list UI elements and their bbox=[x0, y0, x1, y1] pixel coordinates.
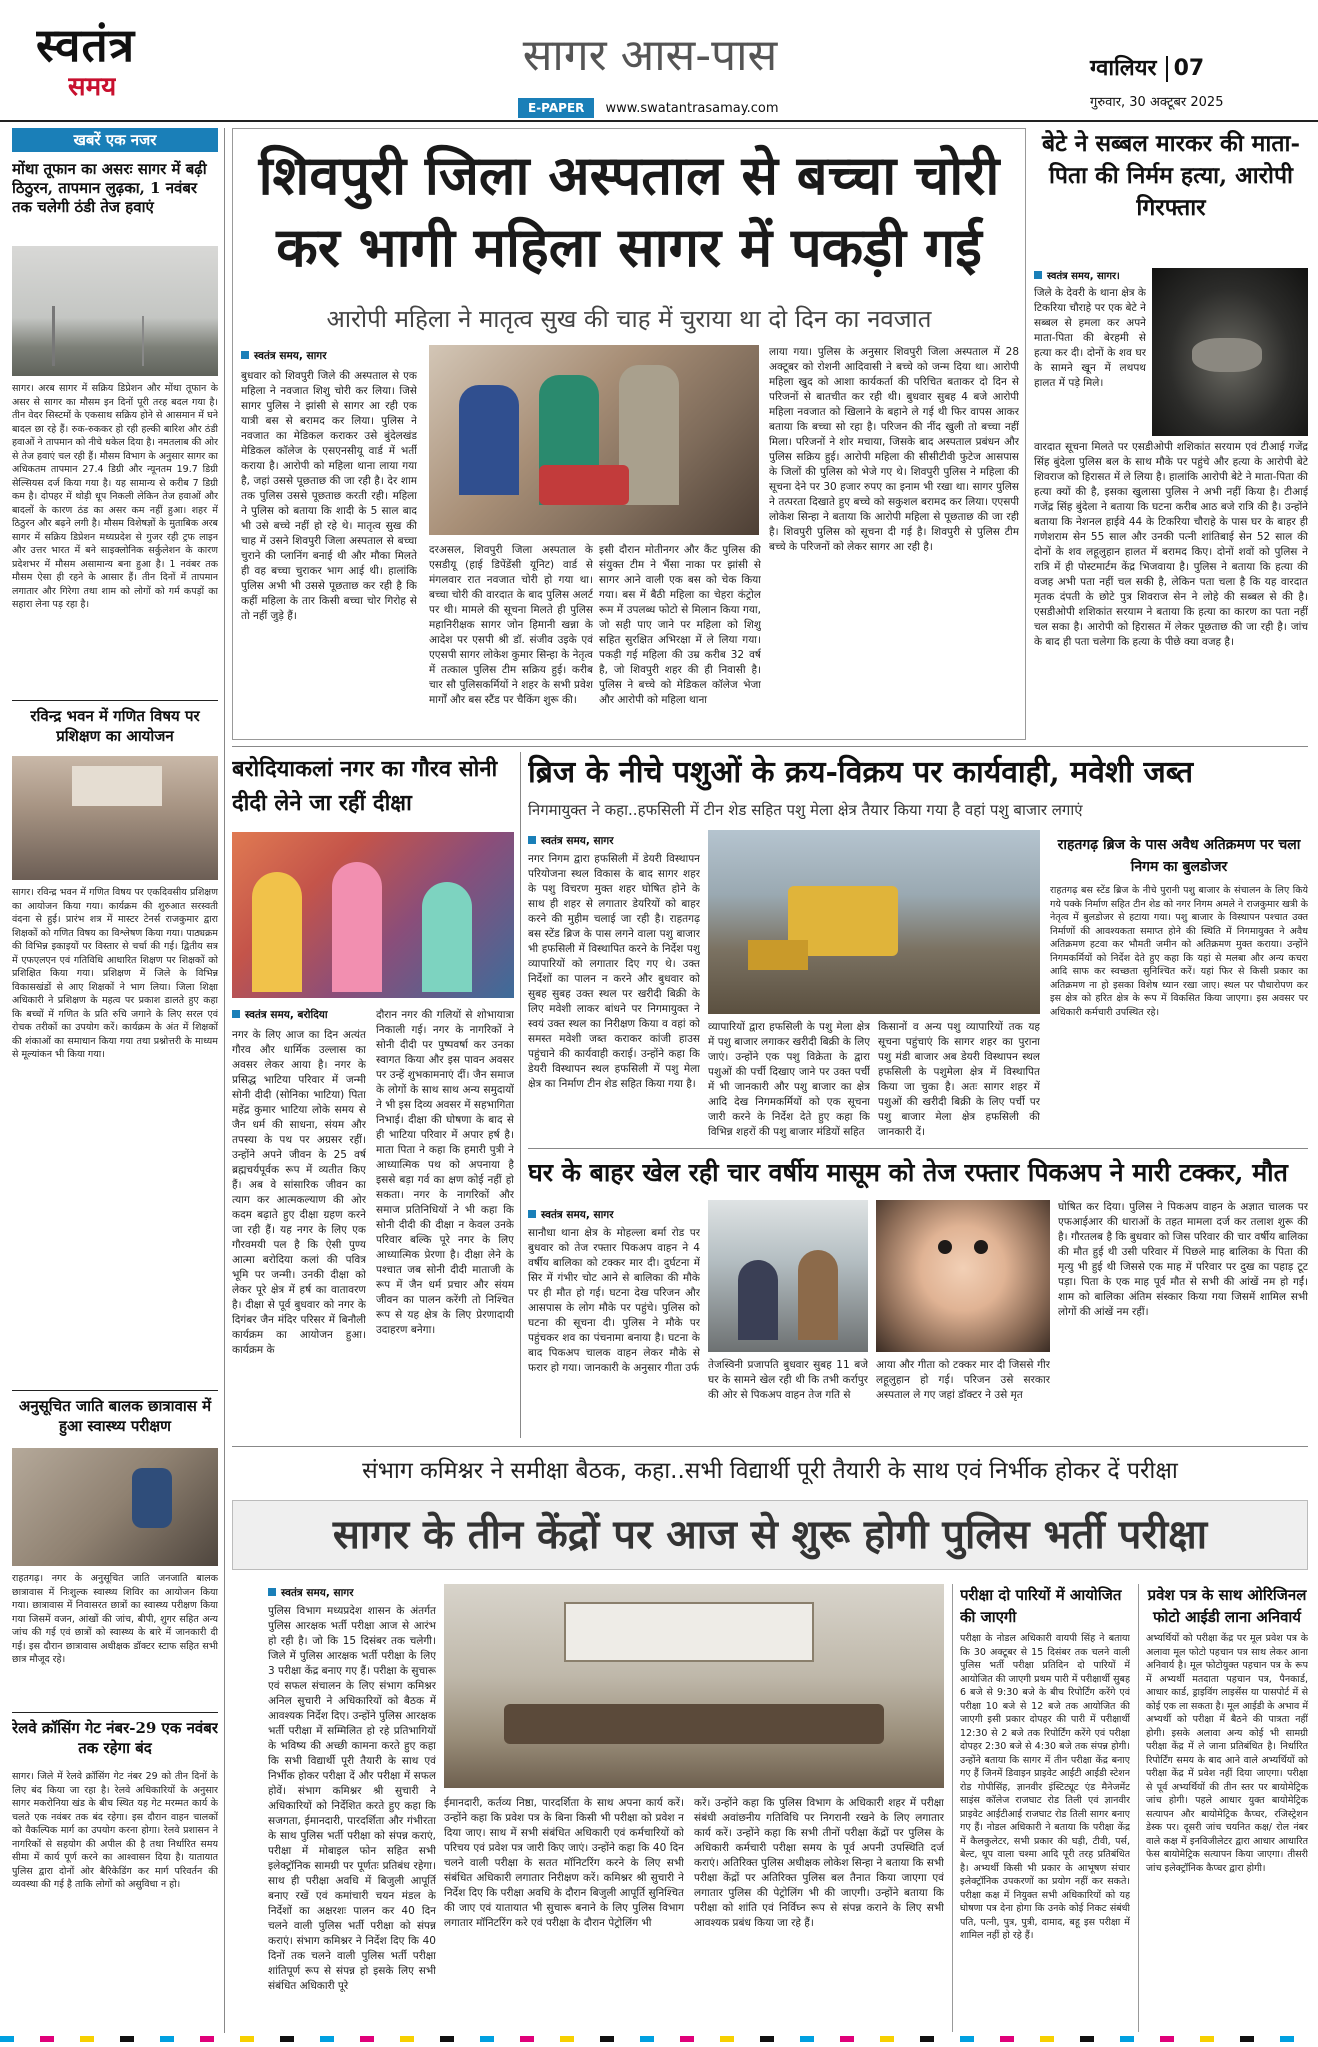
left-column bbox=[12, 128, 218, 2033]
id-proof-subhead: प्रवेश पत्र के साथ ओरिजिनल फोटो आईडी लाना अनिवार्य bbox=[1147, 1586, 1307, 1626]
top-block-rule bbox=[232, 746, 1308, 747]
accident-col-3: आया और गीता को टक्कर मार दी जिससे गीर लहूलुहान हो गई। परिजन उसे सरकार अस्पताल ले गए जहां डॉक्टर ने उसे मृत bbox=[876, 1359, 1050, 1401]
edition-city: ग्वालियर bbox=[1090, 56, 1157, 81]
brief-divider-3 bbox=[12, 1712, 218, 1713]
deeksha-byline: स्वतंत्र समय, बरोदिया bbox=[232, 1008, 328, 1022]
lead-headline: शिवपुरी जिला अस्पताल से बच्चा चोरी कर भागी महिला सागर में पकड़ी गई bbox=[258, 143, 1000, 279]
issue-date: गुरुवार, 30 अक्टूबर 2025 bbox=[1090, 95, 1224, 110]
police-headline: सागर के तीन केंद्रों पर आज से शुरू होगी पुलिस भर्ती परीक्षा bbox=[232, 1500, 1308, 1570]
police-story bbox=[232, 1500, 1308, 2034]
edition-box bbox=[1090, 54, 1300, 120]
brief-divider-1 bbox=[12, 700, 218, 701]
page-number: 07 bbox=[1166, 56, 1205, 82]
accident-col-4: घोषित कर दिया। पुलिस ने पिकअप वाहन के अज्ञात चालक पर एफआईआर की धाराओं के तहत मामला दर्ज कर तलाश शुरू की है। गौरतलब है कि बुधवार को जिस परिवार की चार वर्षीय बालिका की मौत हुई थी उसी परिवार में पिछले माह बालिका के पिता की मृत्यु भी हुई थी जिससे एक माह में परिवार पर दुख का पहाड़ टूट पड़ा। पिता के एक माह पूर्व मौत से सभी की आंखें नम हो गईं। शाम को बालिका अंतिम संस्कार किया गया जिसमें शामिल सभी लोगों की आंखें नम रहीं। bbox=[1058, 1201, 1308, 1318]
accident-scene-photo bbox=[708, 1200, 868, 1352]
right-story bbox=[1034, 128, 1308, 740]
brief-divider-2 bbox=[12, 1390, 218, 1391]
police-byline: स्वतंत्र समय, सागर bbox=[268, 1586, 354, 1600]
accident-story bbox=[528, 1154, 1308, 1440]
deeksha-story bbox=[232, 752, 514, 1440]
website-link[interactable]: www.swatantrasamay.com bbox=[605, 101, 779, 116]
fog-road-photo bbox=[12, 246, 218, 376]
deeksha-col-2: दौरान नगर की गलियों से शोभायात्रा निकाली गई। नगर के नागरिकों ने सोनी दीदी पर पुष्पवर्षा कर उनका स्वागत किया और इस पावन अवसर पर उन्हें शुभकामनाएं दीं। जैन समाज के लोगों के साथ साथ अन्य समुदायों ने भी इस दिव्य अवसर में सहभागिता निभाई। दीक्षा की घोषणा के बाद से ही भाटिया परिवार में अपार हर्ष है। माता पिता ने कहा कि हमारी पुत्री ने आध्यात्मिक पथ को अपनाया है इससे बड़ा गर्व का क्षण कोई नहीं हो सकता। नगर के नागरिकों और समाज प्रतिनिधियों ने भी कहा कि सोनी दीदी की दीक्षा न केवल उनके परिवार बल्कि पूरे नगर के लिए आध्यात्मिक प्रेरणा है। दीक्षा लेने के पश्चात जब सोनी दीदी माताजी के रूप में जैन धर्म प्रचार और संयम जीवन का पालन करेंगी तो निश्चित रूप से यह क्षेत्र के लिए प्रेरणादायी उदाहरण बनेगा। bbox=[376, 1009, 514, 1336]
brief-2-title: रविन्द्र भवन में गणित विषय पर प्रशिक्षण का आयोजन bbox=[30, 707, 200, 745]
deeksha-headline: बरोदियाकलां नगर का गौरव सोनी दीदी लेने जा रहीं दीक्षा bbox=[232, 756, 498, 816]
bridge-headline: ब्रिज के नीचे पशुओं के क्रय-विक्रय पर कार्यवाही, मवेशी जब्त bbox=[528, 755, 1194, 790]
masthead bbox=[0, 0, 1318, 122]
police-col-4: परीक्षा के नोडल अधिकारी वायपी सिंह ने बताया कि 30 अक्टूबर से 15 दिसंबर तक चलने वाली पुलिस भर्ती परीक्षा प्रतिदिन दो पारियों में आयोजित की जाएगी प्रथम पारी में परीक्षार्थी सुबह 6 बजे से 9:30 बजे के बीच रिपोर्टिंग करेंगे एवं परीक्षा 10 बजे से 12 बजे तक आयोजित की जाएगी इसी प्रकार दोपहर की पारी में परीक्षार्थी 12:30 से 2 बजे तक रिपोर्टिंग करेंगे एवं परीक्षा दोपहर 2:30 बजे से 4:30 बजे तक संपन्न होगी। उन्होंने बताया कि सागर में तीन परीक्षा केंद्र बनाए गए हैं जिनमें डिवाइन प्राइवेट आईटी आईडी स्टेशन रोड गोपीसिंह, ज्ञानवीर इंस्टिट्यूट एंड मैनेजमेंट साइंस कॉलेज राजघाट रोड तिली एवं ज्ञानवीर प्राइवेट आईटीआई राजघाट रोड तिली सागर बनाए गए हैं। नोडल अधिकारी ने बताया कि परीक्षा केंद्र में कैलकुलेटर, सभी प्रकार की घड़ी, टीवी, पर्स, बेल्ट, धूप वाला चश्मा आदि पूरी तरह प्रतिबंधित है। अभ्यर्थी किसी भी प्रकार के आभूषण संचार इलेक्ट्रॉनिक उपकरणों का प्रयोग नहीं कर सकते। परीक्षा कक्ष में नियुक्त सभी अधिकारियों को यह घोषणा पत्र देना होगा कि उनके कोई निकट संबंधी पति, पत्नी, पुत्र, पुत्री, दामाद, बहू इस परीक्षा में शामिल नहीं हो रहे हैं। bbox=[960, 1633, 1130, 1941]
recovered-baby-photo bbox=[429, 345, 759, 535]
epaper-label: E-PAPER bbox=[518, 98, 594, 118]
bridge-byline: स्वतंत्र समय, सागर bbox=[528, 834, 614, 848]
bridge-col-2: व्यापारियों द्वारा हफसिली के पशु मेला क्षेत्र में पशु बाजार लगाकर खरीदी बिक्री के लिए जाएं। उन्होंने एक पशु विक्रेता के द्वारा पशुओं की पर्ची दिखाए जाने पर उक्त पर्ची में भी जानकारी और पशु बाजार का क्षेत्र आदि देख निगमकर्मियों को एक सूचना जारी करने के निर्देश देते हुए कहा कि विभिन्न शहरों की पशु बाजार मंडियों सहित bbox=[708, 1021, 870, 1138]
lead-col-3: इसी दौरान मोतीनगर और कैंट पुलिस की संयुक्त टीम ने भैंसा नाका पर झांसी से सागर आने वाली एक बस को चेक किया गया। बस में बैठी महिला का चेहरा कंट्रोल रूम में उपलब्ध फोटो से मिलान किया गया, जो सही पाए जाने पर महिला को शिशु सहित सुरक्षित अभिरक्षा में ले लिया गया। पकड़ी गई महिला की उम्र करीब 32 वर्ष है, जो शिवपुरी शहर की ही निवासी है। पुलिस ने बच्चे को मेडिकल कॉलेज भेजा और आरोपी को महिला थाना bbox=[599, 544, 761, 706]
lead-col-4: लाया गया। पुलिस के अनुसार शिवपुरी जिला अस्पताल में 28 अक्टूबर को रोशनी आदिवासी ने बच्चे को जन्म दिया था। आरोपी महिला खुद को आशा कार्यकर्ता की परिचित बताकर दो दिन से परिजनों से बातचीत कर रही थी। बुधवार सुबह 4 बजे आरोपी महिला नवजात को खिलाने के बहाने ले गई थी फिर वापस आकर बताया कि बच्चा सो रहा है। परिजन की नींद खुली तो बच्चा नहीं मिला। परिजनों ने शोर मचाया, जिसके बाद अस्पताल प्रबंधन और पुलिस सक्रिय हुई। आरोपी महिला की सीसीटीवी फुटेज आसपास के जिलों की पुलिस को भेजे गए थे। शिवपुरी पुलिस ने महिला की सूचना देने पर 30 हजार रुपए का इनाम भी रखा था। सागर पुलिस ने तत्परता दिखाते हुए बच्चे को सकुशल बरामद कर लिया। एएसपी लोकेश सिन्हा ने बताया कि आरोपी महिला से पूछताछ की जा रही है। शिवपुरी पुलिस को सूचना दी गई है। शिवपुरी से पुलिस टीम बच्चे के परिजनों को लेकर सागर आ रही है। bbox=[769, 346, 1019, 553]
masthead-rule bbox=[0, 120, 1318, 122]
bridge-col-3: किसानों व अन्य पशु व्यापारियों तक यह सूचना पहुंचाएं कि सागर शहर का पुराना पशु मंडी बाजार अब डेयरी विस्थापन स्थल हफसिली के पशुमेला क्षेत्र में विस्थापित किया जा चुका है। अतः सागर शहर में पशुओं की खरीदी बिक्री के लिए पर्ची पर पशु बाजार मेला क्षेत्र हफसिली की जानकारी दें। bbox=[878, 1021, 1040, 1138]
bridge-col-1: नगर निगम द्वारा हफसिली में डेयरी विस्थापन परियोजना स्थल विकास के बाद सागर शहर के पशु विचरण मुक्त शहर घोषित होने के साथ ही शहर से लगातार डेयरियों को बाहर करने की मुहीम चलाई जा रही है। राहतगढ़ बस स्टेंड ब्रिज के पास लगने वाला पशु बाजार भी हफसिली में विस्थापित करने के निर्देश पशु व्यापारियों को लगातार दिए गए थे। उक्त निर्देशों का पालन न करने और बुधवार को सुबह सुबह उक्त स्थल पर खरीदी बिक्री के लिए मवेशी लाकर बांधने पर निगमायुक्त ने स्वयं उक्त स्थल का निरीक्षण किया व वहां को समस्त मवेशी जब्त कराकर कांजी हाउस पहुंचाने की कार्यवाही कराई। उन्होंने कहा कि डेयरी विस्थापन स्थल हफसिली में पशु मेला क्षेत्र का निर्माण टीन शेड सहित किया गया है। bbox=[528, 853, 700, 1090]
lead-col-1: बुधवार को शिवपुरी जिले की अस्पताल से एक महिला ने नवजात शिशु चोरी कर लिया। जिसे सागर पुलिस ने झांसी से सागर आ रही एक यात्री बस से बरामद कर लिया। पुलिस ने नवजात का मेडिकल कराकर उसे बुंदेलखंड मेडिकल कॉलेज के एसएनसीयू वार्ड में भर्ती कराया है। आरोपी को महिला थाना लाया गया है, जहां उससे पूछताछ की जा रही है। देर शाम तक पुलिस उससे पूछताछ करती रही। महिला ने पुलिस को बताया कि शादी के 5 साल बाद भी उसे बच्चे नहीं हो रहे थे। मातृत्व सुख की चाह में उसने शिवपुरी जिला अस्पताल से बच्चा चुराने की प्लानिंग बनाई थी और मौका मिलते ही वह बच्चा चुराकर भाग आई थी। हालांकि पुलिस अभी भी उससे पूछताछ कर रही है कि कहीं महिला के तार किसी बच्चा चोर गिरोह से तो नहीं जुड़े हैं। bbox=[241, 370, 417, 622]
deeksha-col-1: नगर के लिए आज का दिन अत्यंत गौरव और धार्मिक उल्लास का अवसर लेकर आया है। नगर के प्रसिद्ध भाटिया परिवार में जन्मी सोनी दीदी (सोनिका भाटिया) पिता महेंद्र कुमार भाटिया लोके समय से जैन धर्म की साधना, संयम और तपस्या के पथ पर अग्रसर रहीं। उन्होंने अपने जीवन के 25 वर्ष ब्रह्मचर्यपूर्वक रूप में व्यतीत किए हैं। अब वे सांसारिक जीवन का त्याग कर आत्मकल्याण की ओर कदम बढ़ाते हुए दीक्षा ग्रहण करने जा रही हैं। यह नगर के लिए एक गौरवमयी पल है कि ऐसी पुण्य आत्मा बरोदिया कलां की पवित्र भूमि पर जन्मी। उनकी दीक्षा को लेकर पूरे क्षेत्र में हर्ष का वातावरण है। दीक्षा से पूर्व बुधवार को नगर के दिगंबर जैन मंदिर परिसर में बिनौली कार्यक्रम का आयोजन हुआ। कार्यक्रम के bbox=[232, 1029, 366, 1356]
commissioner-band-headline: संभाग कमिश्नर ने समीक्षा बैठक, कहा..सभी विद्यार्थी पूरी तैयारी के साथ एवं निर्भीक होकर दें परीक्षा bbox=[362, 1458, 1178, 1484]
lead-col-2: दरअसल, शिवपुरी जिला अस्पताल के एसडीयू (हाई डिपेंडेंसी यूनिट) वार्ड से मंगलवार रात नवजात चोरी हो गया था। बच्चा चोरी की वारदात के बाद पुलिस अलर्ट पर थी। मामले की सूचना मिलते ही पुलिस महानिरीक्षक सागर जोन हिमानी खन्ना के आदेश पर एसपी श्री डॉ. संजीव उइके एवं एएसपी सागर लोकेश कुमार सिन्हा के नेतृत्व में तत्काल पुलिस टीम सक्रिय हुई। करीब चार सौ पुलिसकर्मियों ने शहर के सभी प्रवेश मार्गों और बस स्टैंड पर चैकिंग शुरू की। bbox=[429, 544, 593, 706]
brief-4-title: रेलवे क्रॉसिंग गेट नंबर-29 एक नवंबर तक रहेगा बंद bbox=[12, 1719, 218, 1757]
deeksha-divider bbox=[520, 752, 521, 1438]
right-lead: जिले के देवरी के थाना क्षेत्र के टिकरिया चौराहे पर एक बेटे ने सब्बल से हमला कर अपने माता-पिता की बेरहमी से हत्या कर दी। दोनों के शव घर के सामने खून में लथपथ हालत में पड़े मिले। bbox=[1034, 287, 1146, 389]
deeksha-procession-photo bbox=[232, 832, 514, 998]
logo bbox=[36, 20, 196, 116]
police-inner-divider-2 bbox=[1138, 1584, 1139, 2032]
lead-subhead: आरोपी महिला ने मातृत्व सुख की चाह में चुराया था दो दिन का नवजात bbox=[326, 305, 932, 333]
bridge-side-body: राहतगढ़ बस स्टेंड ब्रिज के नीचे पुरानी पशु बाजार के संचालन के लिए किये गये पक्के निर्माण सहित टीन शेड को नगर निगम अमले ने राजकुमार खत्री के नेतृत्व में बुलडोजर से हटाया गया। पशु बाजार के विस्थापन पश्चात उक्त निर्माणों की आवश्यकता समाप्त होने की स्थिति में निगमायुक्त ने अवैध अतिक्रमण हटवा कर भौमती जमीन को अतिक्रमण मुक्त कराया। उन्होंने निगमकर्मियों को निर्देश देते हुए कहा कि यहां से मलबा और अन्य कचरा आदि साफ कर स्वच्छता सुनिश्चित करें। यहां फिर से किसी प्रकार का अतिक्रमण ना हो इसका विशेष ध्यान रखा जाए। स्थल पर पौधारोपण कर इस क्षेत्र को हरित क्षेत्र के रूप में विकसित किया जाएगा। इस अवसर पर अधिकारी कर्मचारी उपस्थित रहे। bbox=[1050, 885, 1308, 1018]
two-shift-subhead: परीक्षा दो पारियों में आयोजित की जाएगी bbox=[960, 1586, 1122, 1626]
review-meeting-photo bbox=[444, 1584, 944, 1788]
police-col-2: ईमानदारी, कर्तव्य निष्ठा, पारदर्शिता के साथ अपना कार्य करें। उन्होंने कहा कि प्रवेश पत्र के बिना किसी भी परीक्षा को प्रवेश न दिया जाए। साथ में सभी संबंधित अधिकारी एवं कर्मचारियों को परिचय एवं प्रवेश पत्र जारी किए जाएं। उन्होंने कहा कि 40 दिन चलने वाली परीक्षा के सतत मॉनिटरिंग करने के लिए सभी संबंधित अधिकारी लगातार निरीक्षण करें। कमिश्नर श्री सुचारी ने निर्देश दिए कि परीक्षा अवधि के दौरान बिजुली आपूर्ति सुनिश्चित की जाए एवं यातायात भी सुचारू बनाने के लिए पुलिस विभाग लगातार मॉनिटरिंग करे एवं परीक्षा के दौरान पेट्रोलिंग भी bbox=[444, 1797, 684, 1929]
brief-1-title: मोंथा तूफान का असरः सागर में बढ़ी ठिठुरन, तापमान लुढ़का, 1 नवंबर तक चलेगी ठंडी तेज हवाएं bbox=[12, 160, 207, 216]
briefs-label: खबरें एक नजर bbox=[12, 128, 218, 152]
accident-headline: घर के बाहर खेल रही चार वर्षीय मासूम को तेज रफ्तार पिकअप ने मारी टक्कर, मौत bbox=[528, 1158, 1288, 1187]
police-inner-divider-1 bbox=[952, 1584, 953, 2032]
brief-1-body: सागर। अरब सागर में सक्रिय डिप्रेशन और मोंथा तूफान के असर से सागर का मौसम इन दिनों पूरी तरह बदल गया है। तीन वेदर सिस्टमों के एकसाथ सक्रिय होने से आसमान में घने बादल छा रहे हैं। रुक-रुककर हो रही हल्की बारिश और ठंडी हवाओं ने तापमान को नीचे धकेल दिया है। नमतलाब की ओर से तेज हवाएं चल रही हैं। मौसम विभाग के अनुसार सागर का अधिकतम तापमान 27.4 डिग्री और न्यूनतम 19.7 डिग्री सेल्सियस दर्ज किया गया है। यह सामान्य से करीब 7 डिग्री कम है। दोपहर में थोड़ी धूप निकली लेकिन तेज हवाओं और बादलों के कारण ठंड का असर कम नहीं हुआ। शहर में ठिठुरन और बढ़ने लगी है। मौसम विशेषज्ञों के मुताबिक अरब सागर में सक्रिय डिप्रेशन मध्यप्रदेश से गुजर रही ट्रफ लाइन और उत्तर भारत में बने साइक्लोनिक सर्कुलेशन के कारण प्रदेशभर में मौसम असामान्य बना हुआ है। 1 नवंबर तक मौसम ऐसा ही रहने के आसार हैं। तीन दिनों में तापमान लगातार और गिरेगा तथा शाम को लोगों को गर्म कपड़ों का सहारा लेना पड़ रहा है। bbox=[12, 383, 218, 610]
section-title: सागर आस-पास bbox=[522, 30, 778, 81]
police-col-1: पुलिस विभाग मध्यप्रदेश शासन के अंतर्गत पुलिस आरक्षक भर्ती परीक्षा आज से आरंभ हो रही है। जो कि 15 दिसंबर तक चलेगी। जिले में पुलिस आरक्षक भर्ती परीक्षा के लिए 3 परीक्षा केंद्र बनाए गए हैं। परीक्षा के सुचारू एवं सफल संचालन के लिए संभाग कमिश्नर अनिल सुचारी ने अधिकारियों को बैठक में आवश्यक निर्देश दिए। उन्होंने पुलिस आरक्षक भर्ती परीक्षा में सम्मिलित हो रहे प्रतिभागियों के भविष्य की अच्छी कामना करते हुए कहा कि सभी विद्यार्थी पूरी तैयारी के साथ एवं निर्भीक होकर परीक्षा दें और परीक्षा में सफल होवें। संभाग कमिश्नर श्री सुचारी ने अधिकारियों को निर्देशित करते हुए कहा कि सजगता, ईमानदारी, पारदर्शिता और गंभीरता के साथ पुलिस भर्ती परीक्षा को संपन्न कराएं, परीक्षा में मोबाइल फोन सहित सभी इलेक्ट्रॉनिक सामग्री पर पूर्णतः प्रतिबंध रहेगा। साथ ही परीक्षा अवधि में बिजुली आपूर्ति बनाए रखें एवं कमांचारी चयन मंडल के निर्देशों का अक्षरशः पालन कर 40 दिन चलने वाली पुलिस भर्ती परीक्षा को संपन्न कराएं। संभाग कमिश्नर ने निर्देश दिए कि 40 दिनों तक चलने वाली पुलिस भर्ती परीक्षा शांतिपूर्ण रूप से संपन्न हो इसके लिए सभी संबंधित अधिकारी पूरे bbox=[268, 1605, 436, 1992]
right-headline: बेटे ने सब्बल मारकर की माता-पिता की निर्मम हत्या, आरोपी गिरफ्तार bbox=[1041, 130, 1301, 221]
bridge-subhead: निगमायुक्त ने कहा..हफसिली में टीन शेड सहित पशु मेला क्षेत्र तैयार किया गया है वहां पशु बाजार लगाएं bbox=[528, 801, 1083, 819]
child-portrait-photo bbox=[876, 1200, 1050, 1352]
brief-2-body: सागर। रविन्द्र भवन में गणित विषय पर एकदिवसीय प्रशिक्षण का आयोजन किया गया। कार्यक्रम की शुरुआत सरस्वती वंदना से हुई। प्रारंभ शत्र में मास्टर टेनर्स राजकुमार द्वारा शिक्षकों को गणित विषय का विश्लेषण किया गया। पाठ्यक्रम की विभिन्न इकाइयों पर विस्तार से चर्चा की गई। द्वितीय सत्र में एफएलएन एवं गतिविधि आधारित शिक्षण पर शिक्षकों को प्रशिक्षित किया गया। प्रशिक्षण में जिले के विभिन्न विकासखंडों से आए शिक्षकों ने भाग लिया। जिला शिक्षा अधिकारी ने प्रशिक्षण के महत्व पर प्रकाश डालते हुए कहा कि बच्चों में गणित के प्रति रुचि जगाने के लिए सरल एवं रोचक तरीकों का उपयोग करें। कार्यक्रम के अंत में शिक्षकों की शंकाओं का समाधान किया गया तथा प्रश्नोत्तरी के माध्यम से मूल्यांकन भी किया गया। bbox=[12, 887, 218, 1060]
band-rule-top bbox=[232, 1446, 1308, 1447]
bridge-rule bbox=[528, 1148, 1308, 1149]
right-body: वारदात सूचना मिलते पर एसडीओपी शशिकांत सरयाम एवं टीआई गजेंद्र सिंह बुंदेला पुलिस बल के साथ मौके पर पहुंचे और हत्या के आरोपी बेटे शिवराज को हिरासत में ले लिया है। हालांकि आरोपी बेटे ने माता-पिता की हत्या क्यों की है, इसका खुलासा पुलिस ने अभी नहीं किया है। टीआई गजेंद्र सिंह बुंदेला ने बताया कि घटना करीब आठ बजे रात्रि की है। उन्होंने बताया कि नेशनल हाईवे 44 के टिकरिया चौराहे के पास घर के बाहर ही गणेशराम सेन 55 साल और उनकी पत्नी शांतिबाई सेन 52 साल की दोनों के शव लहूलुहान हालत में बरामद किए। दोनों शवों को पुलिस ने रात्रि में ही पोस्टमार्टम केंद्र भिजवाया है। पुलिस ने बताया कि हत्या की वजह अभी पता नहीं चल सकी है, लेकिन पता चला है कि यह वारदात मृतक दंपती के छोटे पुत्र शिवराज सेन ने लोहे की सब्बल से की है। एसडीओपी शशिकांत सरयाम ने बताया कि हत्या का कारण का पता नहीं चल सका है। आरोपी को हिरासत में लेकर पूछताछ की जा रही है। जांच के बाद ही पता चलेगा कि हत्या के पीछे क्या वजह है। bbox=[1034, 441, 1308, 648]
lead-byline: स्वतंत्र समय, सागर bbox=[241, 349, 327, 363]
accident-col-2: तेजस्विनी प्रजापति बुधवार सुबह 11 बजे घर के सामने खेल रही थी कि तभी कर्रापुर की ओर से पिकअप वाहन तेज गति से bbox=[708, 1359, 868, 1401]
logo-bottom: समय bbox=[68, 72, 117, 102]
police-col-3: करें। उन्होंने कहा कि पुलिस विभाग के अधिकारी शहर में परीक्षा संबंधी अवांछनीय गतिविधि पर निगरानी रखने के लिए लगातार कार्य करें। उन्होंने कहा कि सभी तीनों परीक्षा केंद्रों पर पुलिस के अधिकारी कर्मचारी परीक्षा समय के पूर्व अपनी उपस्थिति दर्ज कराएं। अतिरिक्त पुलिस अधीक्षक लोकेश सिन्हा ने बताया कि सभी परीक्षा केंद्रों पर अतिरिक्त पुलिस बल तैनात किया जाएगा एवं लगातार पुलिस की पेट्रोलिंग भी की जाएगी। उन्होंने बताया कि परीक्षा को शांति एवं निर्विघ्न रूप से संपन्न कराने के लिए सभी आवश्यक प्रबंध किया जा रहे हैं। bbox=[694, 1797, 944, 1929]
health-camp-photo bbox=[12, 1448, 218, 1566]
epaper-strip bbox=[518, 97, 818, 117]
crime-scene-photo bbox=[1152, 268, 1308, 436]
accident-col-1: सानौधा थाना क्षेत्र के मोहल्ला बर्मा रोड पर बुधवार को तेज रफ्तार पिकअप वाहन ने 4 वर्षीय बालिका को टक्कर मार दी। दुर्घटना में सिर में गंभीर चोट आने से बालिका की मौके पर ही मौत हो गई। घटना देख परिजन और आसपास के लोग मौके पर पहुंचे। पुलिस को घटना की सूचना दी। पुलिस ने मौके पर पहुंचकर शव का पंचनामा बनाया है। घटना के बाद पिकअप चालक वाहन लेकर मौके से फरार हो गया। जानकारी के अनुसार गीता उर्फ bbox=[528, 1227, 700, 1374]
bulldozer-photo bbox=[708, 830, 1040, 1014]
logo-top: स्वतंत्र bbox=[36, 20, 136, 70]
brief-4-body: सागर। जिले में रेलवे क्रॉसिंग गेट नंबर 29 को तीन दिनों के लिए बंद किया जा रहा है। रेलवे अधिकारियों के अनुसार सागर मकरोनिया खंड के बीच स्थित यह गेट मरम्मत कार्य के चलते एक नवंबर तक बंद रहेगा। इस दौरान वाहन चालकों को वैकल्पिक मार्ग का उपयोग करना होगा। रेलवे प्रशासन ने नागरिकों से सहयोग की अपील की है तथा निर्धारित समय सीमा में कार्य पूर्ण करने का आश्वासन दिया है। यातायात पुलिस द्वारा दोनों ओर बैरिकेडिंग कर मार्ग परिवर्तन की व्यवस्था की गई है ताकि लोगों को असुविधा न हो। bbox=[12, 1771, 218, 1890]
brief-3-body: राहतगढ़। नगर के अनुसूचित जाति जनजाति बालक छात्रावास में निःशुल्क स्वास्थ्य शिविर का आयोजन किया गया। छात्रावास में निवासरत छात्रों का स्वास्थ्य परीक्षण किया गया जिसमें वजन, आंखों की जांच, बीपी, शुगर सहित अन्य जांच की गई एवं छात्रों को स्वास्थ्य के बारे में जानकारी दी गई। इस दौरान छात्रावास अधीक्षक डॉक्टर स्टाफ सहित सभी छात्र मौजूद रहे। bbox=[12, 1573, 218, 1665]
lead-story bbox=[232, 128, 1026, 740]
training-hall-photo bbox=[12, 756, 218, 880]
accident-byline: स्वतंत्र समय, सागर bbox=[528, 1208, 614, 1222]
police-col-5: अभ्यर्थियों को परीक्षा केंद्र पर मूल प्रवेश पत्र के अलावा मूल फोटो पहचान पत्र साथ लेकर आना अनिवार्य है। मूल फोटोयुक्त पहचान पत्र के रूप में अभ्यर्थी मतदाता पहचान पत्र, पैनकार्ड, आधार कार्ड, ड्राइविंग लाइसेंस या पासपोर्ट में से कोई एक ला सकता है। मूल आईडी के अभाव में अभ्यर्थी को परीक्षा में बैठने की पात्रता नहीं होगी। इसके अलावा अन्य कोई भी सामग्री परीक्षा केंद्र में ले जाना प्रतिबंधित है। निर्धारित रिपोर्टिंग समय के बाद आने वाले अभ्यर्थियों को परीक्षा केंद्र में प्रवेश नहीं दिया जाएगा। परीक्षा से पूर्व अभ्यर्थियों की तीन स्तर पर बायोमेट्रिक जांच होगी। पहले आधार युक्त बायोमेट्रिक सत्यापन और बायोमेट्रिक कैप्चर, रजिस्ट्रेशन डेस्क पर। दूसरी जांच चयनित कक्ष/ रोल नंबर वाले कक्ष में इनविजीलेटर द्वारा आधार आधारित फेस बायोमेट्रिक सत्यापन किया जाएगा। तीसरी जांच इलेक्ट्रॉनिक कैप्चर द्वारा होगी। bbox=[1146, 1633, 1308, 1874]
left-column-divider bbox=[224, 128, 225, 2033]
print-registration-bar bbox=[0, 2036, 1318, 2042]
right-byline: स्वतंत्र समय, सागर। bbox=[1034, 268, 1120, 282]
brief-3-title: अनुसूचित जाति बालक छात्रावास में हुआ स्वास्थ्य परीक्षण bbox=[18, 1397, 212, 1435]
bridge-story bbox=[528, 752, 1308, 1142]
bridge-side-title: राहतगढ़ ब्रिज के पास अवैध अतिक्रमण पर चला निगम का बुलडोजर bbox=[1057, 837, 1301, 875]
